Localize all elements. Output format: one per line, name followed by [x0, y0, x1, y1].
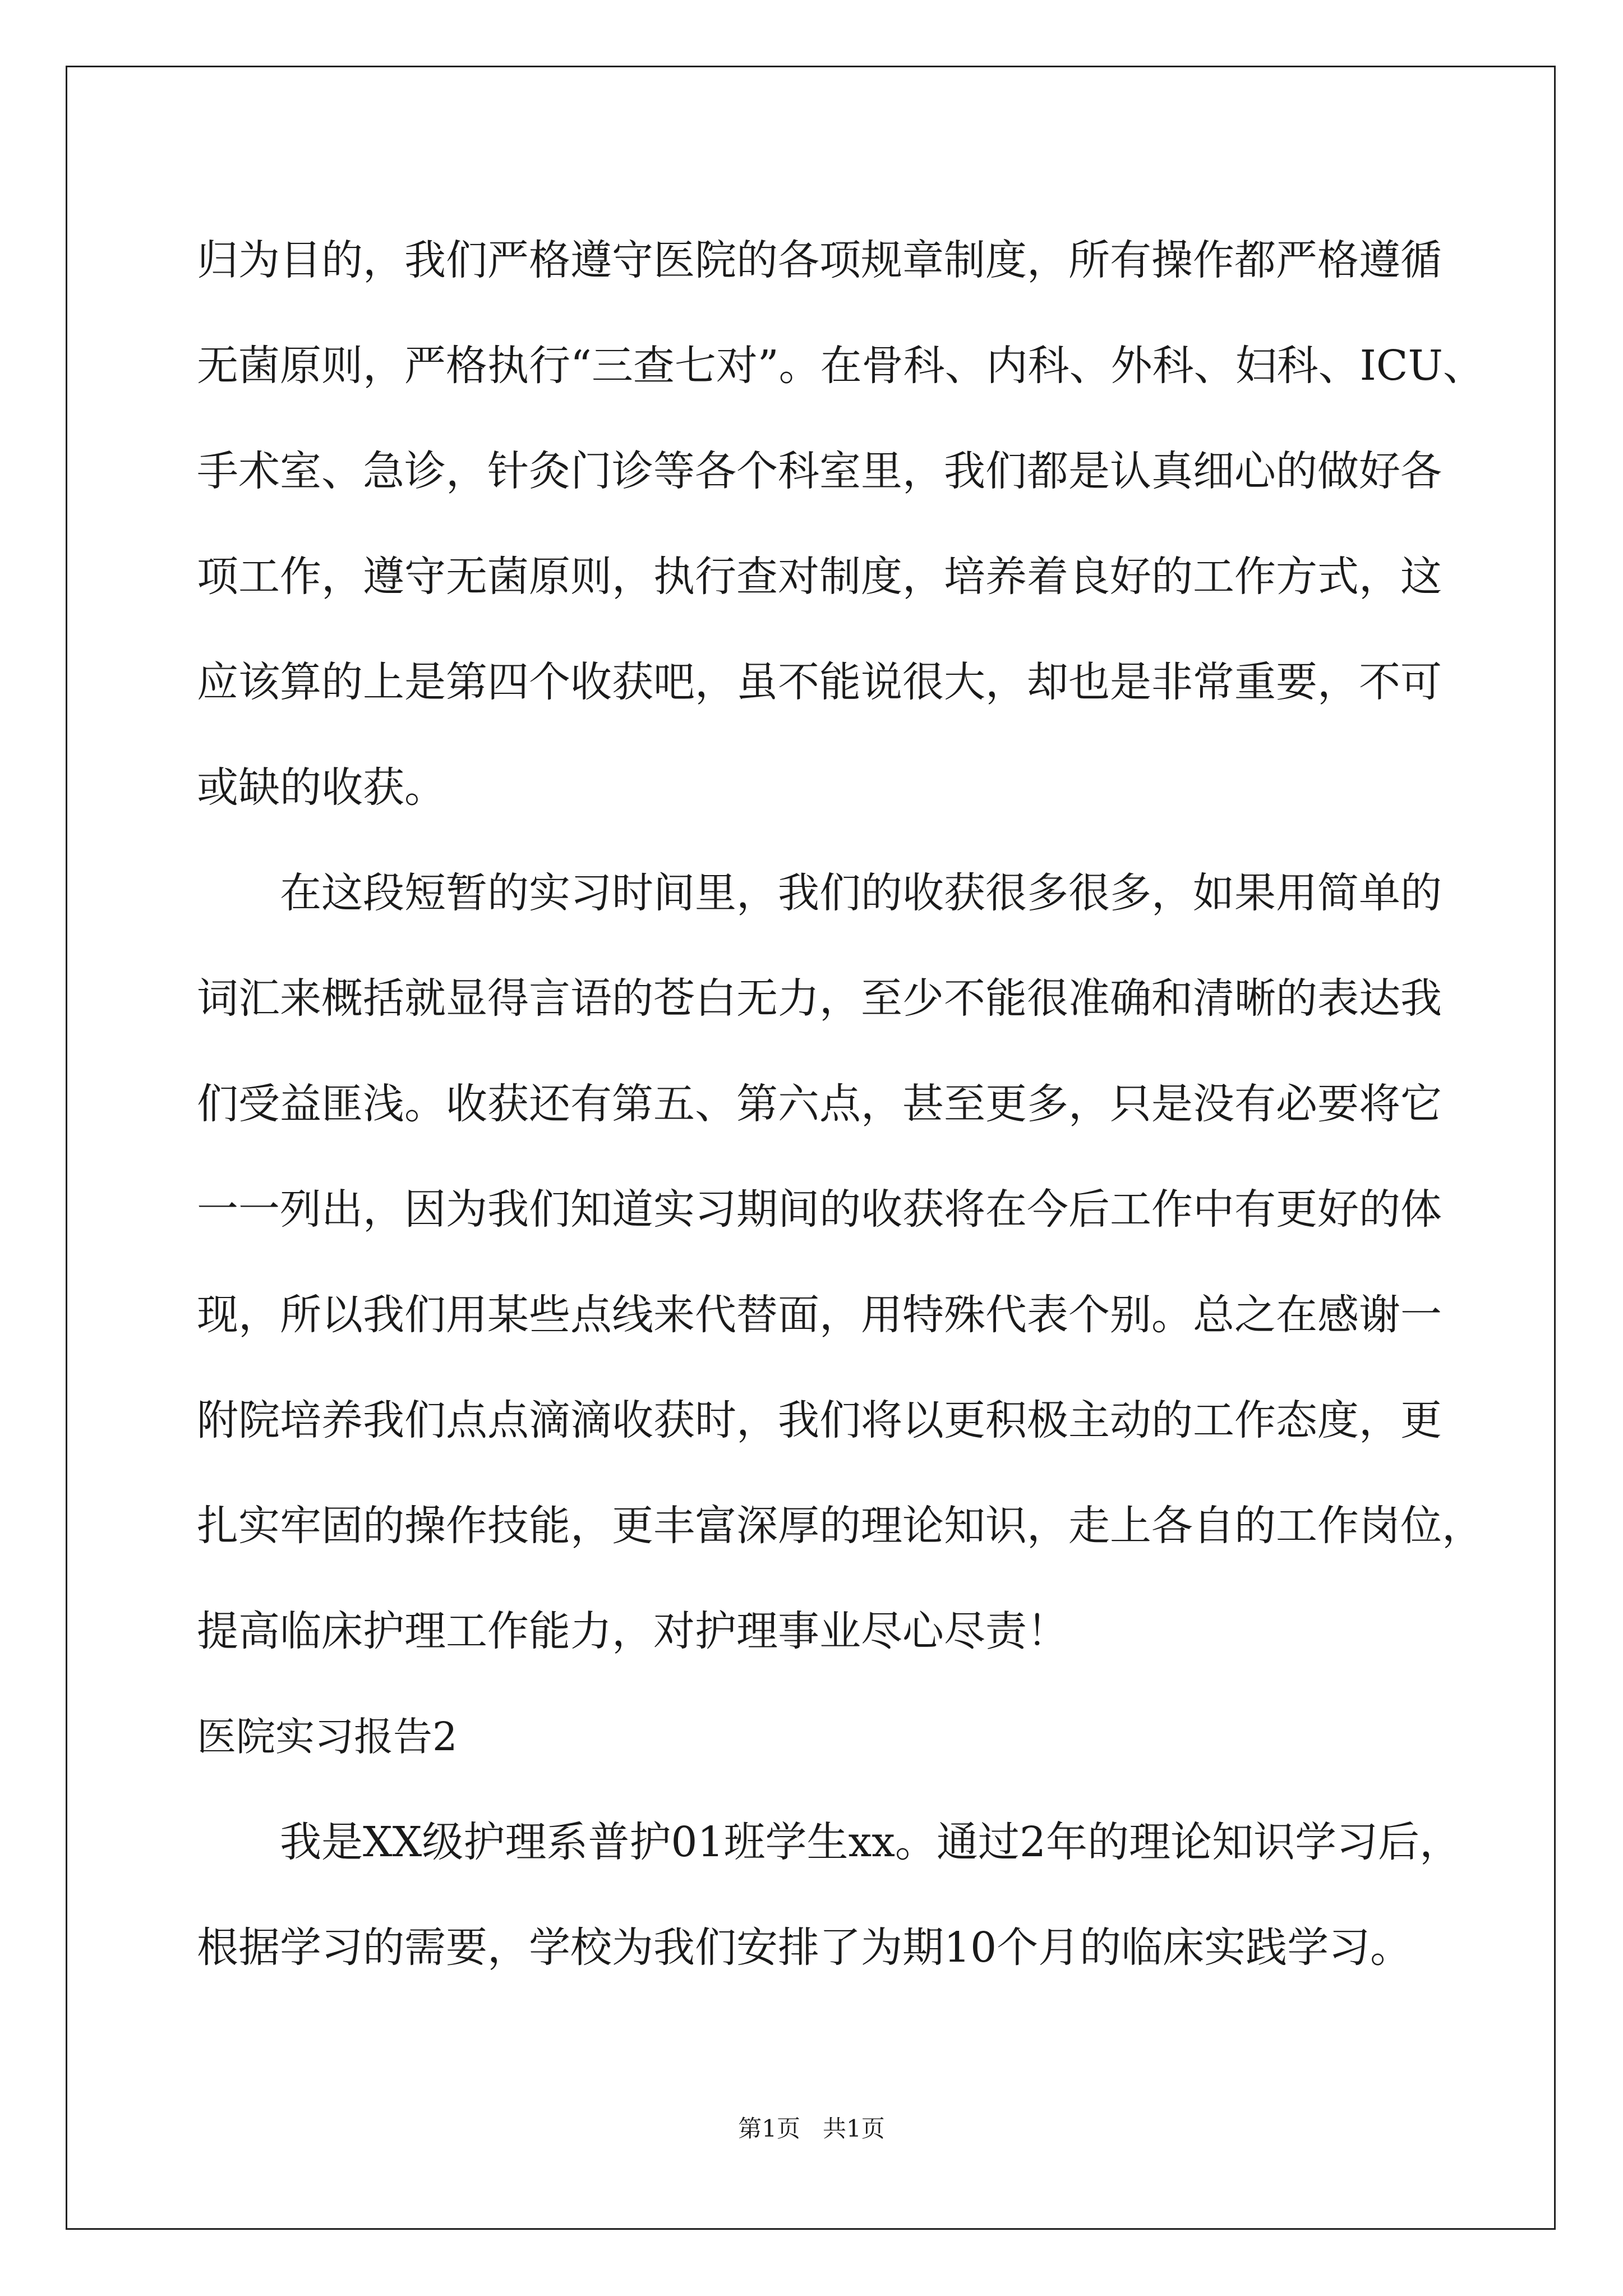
body-line: 扎实牢固的操作技能，更丰富深厚的理论知识，走上各自的工作岗位，: [197, 1502, 1483, 1550]
body-line: 们受益匪浅。收获还有第五、第六点，甚至更多，只是没有必要将它: [197, 1080, 1442, 1128]
body-line: 现，所以我们用某些点线来代替面，用特殊代表个别。总之在感谢一: [197, 1291, 1442, 1339]
body-line: 无菌原则，严格执行“三查七对”。在骨科、内科、外科、妇科、ICU、: [197, 342, 1484, 390]
body-line: 提高临床护理工作能力，对护理事业尽心尽责！: [197, 1607, 1068, 1655]
paragraph-first-line: 我是XX级护理系普护01班学生xx。通过2年的理论知识学习后，: [280, 1818, 1461, 1866]
body-line: 附院培养我们点点滴滴收获时，我们将以更积极主动的工作态度，更: [197, 1396, 1442, 1444]
body-line: 归为目的，我们严格遵守医院的各项规章制度，所有操作都严格遵循: [197, 236, 1442, 284]
body-line: 手术室、急诊，针灸门诊等各个科室里，我们都是认真细心的做好各: [197, 447, 1442, 495]
body-line: 项工作，遵守无菌原则，执行查对制度，培养着良好的工作方式，这: [197, 553, 1442, 601]
body-line: 应该算的上是第四个收获吧，虽不能说很大，却也是非常重要，不可: [197, 658, 1442, 706]
body-line: 或缺的收获。: [197, 763, 446, 812]
page-footer: 第1页 共1页: [738, 2115, 885, 2142]
body-line: 词汇来概括就显得言语的苍白无力，至少不能很准确和清晰的表达我: [197, 974, 1442, 1023]
body-line: 一一列出，因为我们知道实习期间的收获将在今后工作中有更好的体: [197, 1185, 1442, 1234]
document-body: [197, 208, 1484, 2000]
body-line: 根据学习的需要，学校为我们安排了为期10个月的临床实践学习。: [197, 1924, 1412, 1972]
paragraph-first-line: 在这段短暂的实习时间里，我们的收获很多很多，如果用简单的: [280, 869, 1442, 917]
section-heading: 医院实习报告2: [197, 1714, 458, 1760]
